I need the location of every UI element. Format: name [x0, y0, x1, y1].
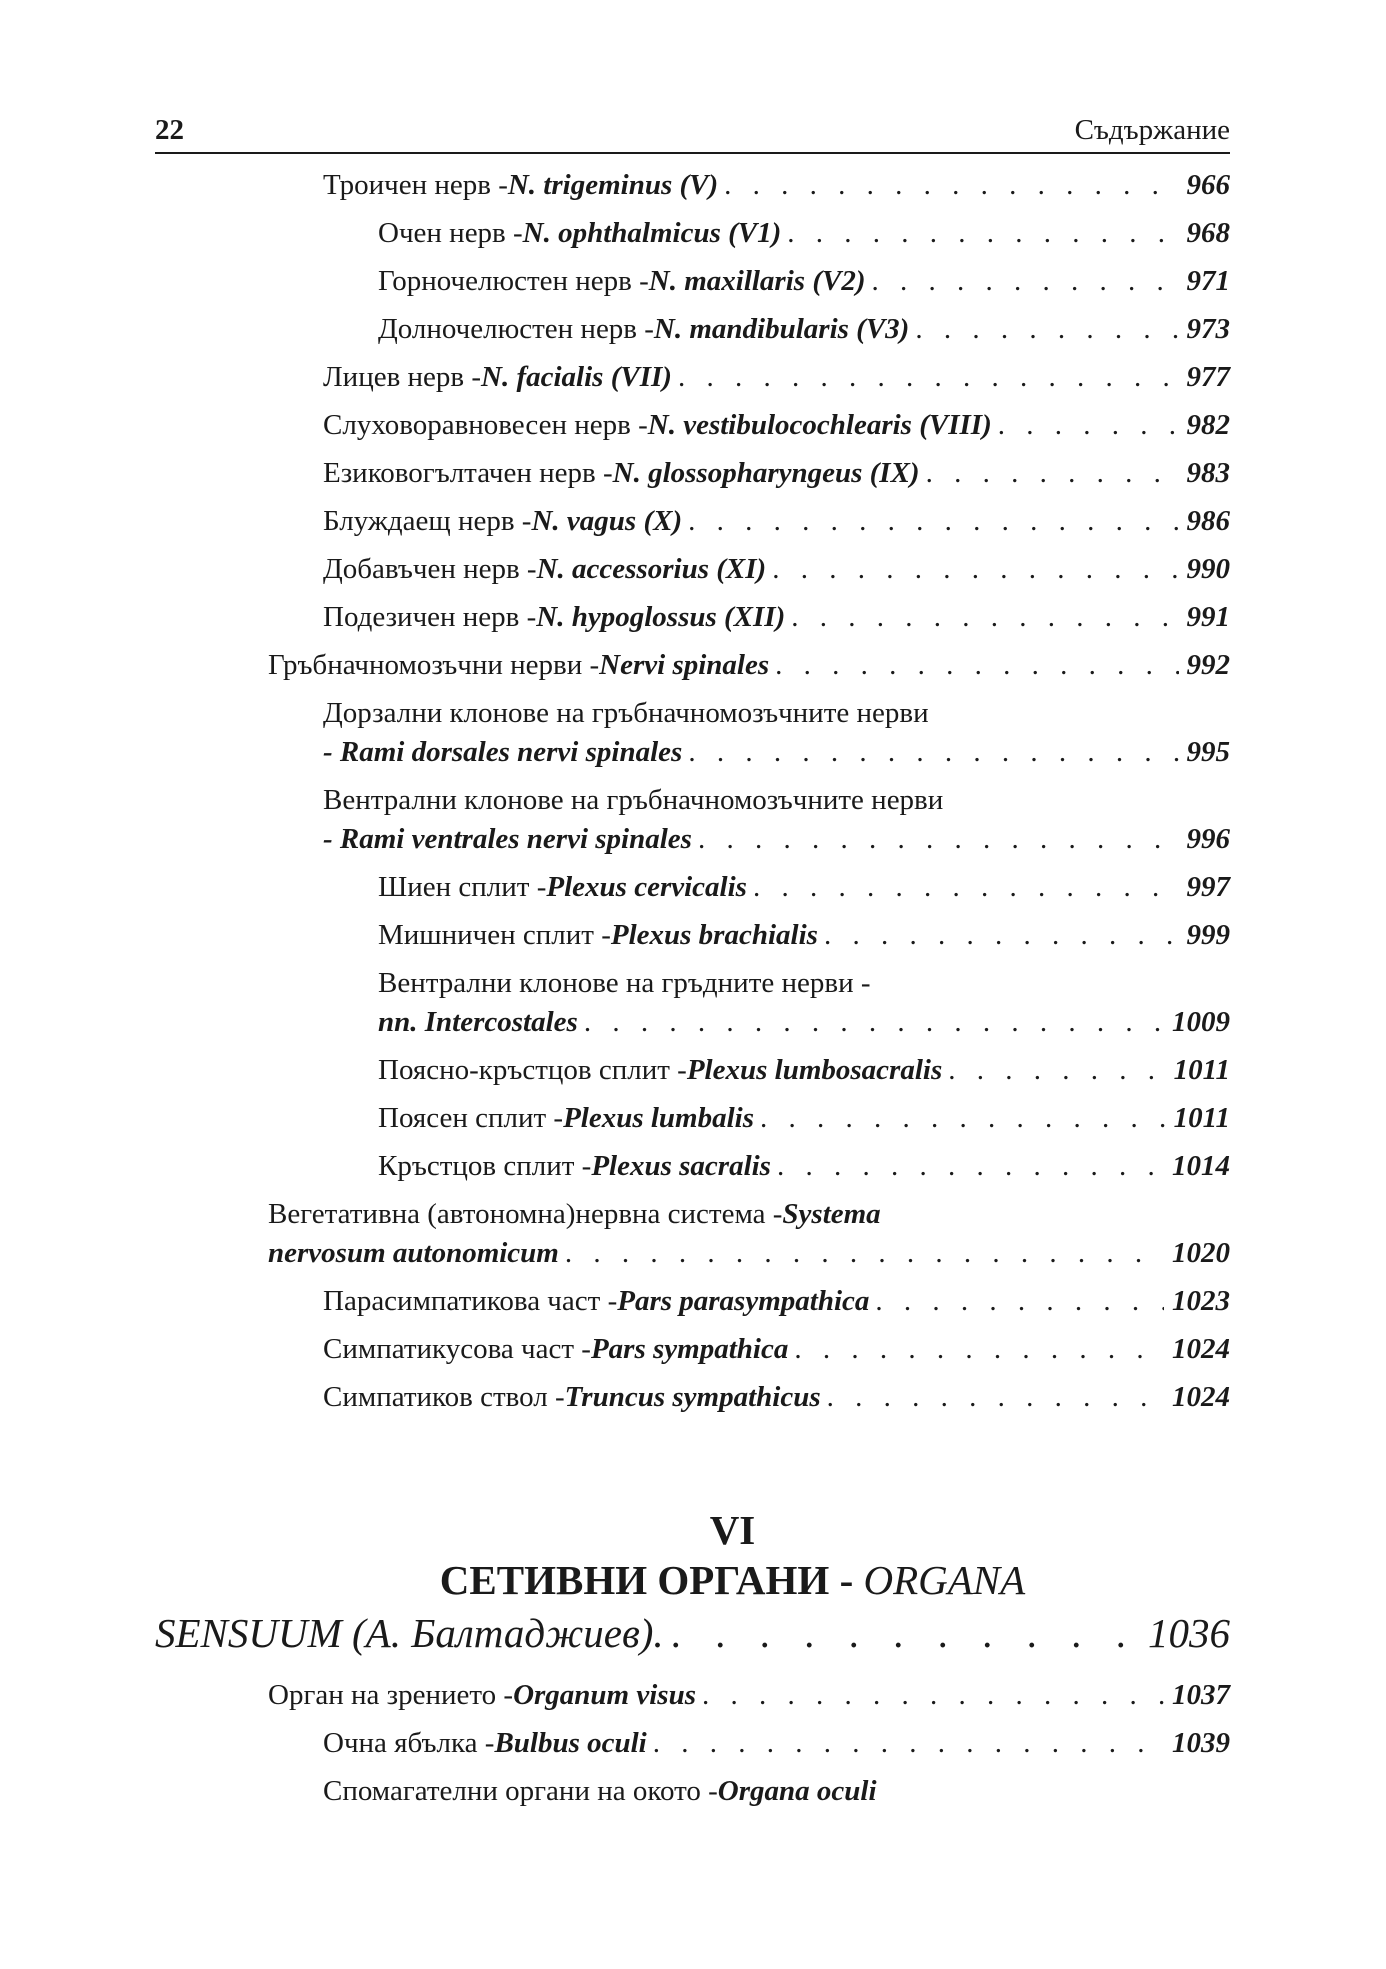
- toc-entry-latin: N. accessorius (XI): [536, 553, 767, 585]
- toc-entry-page: 1023: [1172, 1285, 1230, 1317]
- running-title: Съдържание: [1074, 114, 1230, 146]
- toc-entry-line: [323, 454, 1230, 493]
- toc-entry-line: [323, 1772, 1230, 1811]
- toc-entry[interactable]: [323, 454, 1230, 493]
- toc-entry-latin: Plexus sacralis: [591, 1150, 771, 1182]
- toc-entry[interactable]: [323, 550, 1230, 589]
- toc-entry[interactable]: [378, 868, 1230, 907]
- toc-entry[interactable]: [323, 1282, 1230, 1321]
- toc-entry[interactable]: [268, 1676, 1230, 1715]
- toc-entry-page: 1011: [1173, 1054, 1230, 1086]
- toc-entry-latin: N. vagus (X): [531, 505, 683, 537]
- toc-entry-page: 1011: [1173, 1102, 1230, 1134]
- leader-dots: [688, 502, 1178, 541]
- toc-entry-latin: Bulbus oculi: [494, 1727, 647, 1759]
- toc-entry[interactable]: [378, 1051, 1230, 1090]
- toc-entry-title: Спомагателни органи на окото -: [323, 1775, 718, 1807]
- toc-entry-page: 986: [1186, 505, 1230, 537]
- toc-entry-latin: Plexus lumbosacralis: [686, 1054, 943, 1086]
- toc-entry-page: 999: [1186, 919, 1230, 951]
- leader-dots: [565, 1234, 1164, 1273]
- toc-entry-line: [323, 1282, 1230, 1321]
- toc-entry[interactable]: [323, 166, 1230, 205]
- leader-dots: [702, 1676, 1164, 1715]
- toc-entry-line: [378, 1051, 1230, 1090]
- toc-entry-first-line: [378, 964, 1230, 1003]
- leader-dots: [998, 406, 1179, 445]
- toc-entry[interactable]: [268, 646, 1230, 685]
- toc-entry[interactable]: [323, 502, 1230, 541]
- toc-entry-latin: - Rami ventrales nervi spinales: [323, 823, 692, 855]
- toc-entry-line: [323, 1724, 1230, 1763]
- toc-entry-line: [378, 1003, 1230, 1042]
- toc-entry[interactable]: [378, 916, 1230, 955]
- toc-entry-line: [378, 868, 1230, 907]
- toc-entry-title: Поясен сплит -: [378, 1102, 564, 1134]
- leader-dots: [827, 1378, 1164, 1417]
- toc-entry-latin: N. hypoglossus (XII): [536, 601, 786, 633]
- toc-entry-latin: N. mandibularis (V3): [653, 313, 910, 345]
- page-header: [155, 108, 1230, 154]
- leader-dots: [794, 1330, 1164, 1369]
- toc-entry-title: Дорзални клонове на гръбначномозъчните нерви: [323, 697, 929, 729]
- toc-entry[interactable]: [378, 310, 1230, 349]
- toc-entry[interactable]: [323, 1724, 1230, 1763]
- leader-dots: [787, 214, 1178, 253]
- toc-entry-title: Гръбначномозъчни нерви -: [268, 649, 600, 681]
- toc-entry-line: [268, 1676, 1230, 1715]
- leader-dots: [672, 1605, 1138, 1661]
- toc-entry-page: 968: [1186, 217, 1230, 249]
- toc-entry-title: Долночелюстен нерв -: [378, 313, 654, 345]
- toc-entry-title: Шиен сплит -: [378, 871, 547, 903]
- toc-entry-page: 966: [1186, 169, 1230, 201]
- toc-entry-page: 996: [1186, 823, 1230, 855]
- toc-entry-title: Симпатиков ствол -: [323, 1381, 565, 1413]
- leader-dots: [653, 1724, 1164, 1763]
- toc-entry[interactable]: [323, 358, 1230, 397]
- toc-entry-latin: N. trigeminus (V): [507, 169, 719, 201]
- toc-entry-line: [323, 1330, 1230, 1369]
- toc-entry-title: Парасимпатикова част -: [323, 1285, 618, 1317]
- toc-entry[interactable]: [323, 1772, 1230, 1811]
- table-of-contents: [0, 166, 1386, 1426]
- toc-entry-line: [323, 598, 1230, 637]
- toc-entry-first-line: [323, 781, 1230, 820]
- toc-entry[interactable]: [378, 1147, 1230, 1186]
- toc-entry-page: 1037: [1172, 1679, 1230, 1711]
- toc-entry-latin: Plexus cervicalis: [546, 871, 747, 903]
- toc-entry-title: Лицев нерв -: [323, 361, 482, 393]
- toc-entry-first-line: [323, 694, 1230, 733]
- leader-dots: [772, 550, 1178, 589]
- page-number: 22: [155, 114, 184, 146]
- toc-entry-line: [323, 820, 1230, 859]
- toc-entry-page: 977: [1186, 361, 1230, 393]
- toc-entry-line: [323, 1378, 1230, 1417]
- toc-entry-latin: nn. Intercostales: [378, 1006, 578, 1038]
- toc-entry-title: Очна ябълка -: [323, 1727, 495, 1759]
- toc-entry[interactable]: [268, 1195, 1230, 1273]
- toc-entry-line: [268, 646, 1230, 685]
- toc-entry[interactable]: [378, 1099, 1230, 1138]
- leader-dots: [777, 1147, 1164, 1186]
- toc-entry-line: [323, 406, 1230, 445]
- chapter-number: VI: [709, 1507, 756, 1553]
- leader-dots: [760, 1099, 1166, 1138]
- toc-entry-title: Езиковогълтачен нерв -: [323, 457, 613, 489]
- toc-entry-latin: N. glossopharyngeus (IX): [612, 457, 920, 489]
- toc-entry-latin: Organum visus: [513, 1679, 696, 1711]
- toc-entry[interactable]: [323, 781, 1230, 859]
- toc-entry-line: [378, 310, 1230, 349]
- leader-dots: [824, 916, 1179, 955]
- toc-entry-latin: Nervi spinales: [599, 649, 770, 681]
- toc-entry-title: Вегетативна (автономна)нервна система -: [268, 1198, 783, 1230]
- toc-entry-page: 982: [1186, 409, 1230, 441]
- table-of-contents-continued: [0, 1676, 1386, 1820]
- leader-dots: [724, 166, 1178, 205]
- toc-entry-first-line: [268, 1195, 1230, 1234]
- toc-entry-page: 992: [1186, 649, 1230, 681]
- leader-dots: [948, 1051, 1165, 1090]
- toc-entry-title: Блуждаещ нерв -: [323, 505, 532, 537]
- chapter-heading: [155, 1505, 1230, 1661]
- chapter-title-text: СЕТИВНИ ОРГАНИ -: [439, 1557, 864, 1603]
- toc-entry-page: 1009: [1172, 1006, 1230, 1038]
- toc-entry-title: Очен нерв -: [378, 217, 523, 249]
- toc-entry-page: 995: [1186, 736, 1230, 768]
- toc-entry-page: 983: [1186, 457, 1230, 489]
- leader-dots: [584, 1003, 1164, 1042]
- chapter-title-continued[interactable]: [155, 1605, 1230, 1661]
- toc-entry-line: [323, 166, 1230, 205]
- toc-entry[interactable]: [323, 694, 1230, 772]
- toc-entry-line: [323, 550, 1230, 589]
- toc-entry[interactable]: [378, 214, 1230, 253]
- toc-entry[interactable]: [323, 1330, 1230, 1369]
- toc-entry-line: [378, 262, 1230, 301]
- toc-entry-page: 990: [1186, 553, 1230, 585]
- toc-entry-latin: Pars parasympathica: [617, 1285, 870, 1317]
- toc-entry-title: Горночелюстен нерв -: [378, 265, 649, 297]
- toc-entry-title: Подезичен нерв -: [323, 601, 537, 633]
- toc-entry-page: 997: [1186, 871, 1230, 903]
- toc-entry-latin: Systema: [782, 1198, 881, 1230]
- toc-entry-title: Орган на зрението -: [268, 1679, 514, 1711]
- leader-dots: [875, 1282, 1164, 1321]
- toc-entry[interactable]: [323, 406, 1230, 445]
- toc-entry-latin: Plexus brachialis: [610, 919, 818, 951]
- toc-entry-title: Мишничен сплит -: [378, 919, 611, 951]
- toc-entry-page: 1020: [1172, 1237, 1230, 1269]
- toc-entry-line: [323, 502, 1230, 541]
- toc-entry[interactable]: [323, 1378, 1230, 1417]
- toc-entry[interactable]: [378, 964, 1230, 1042]
- toc-entry-latin: - Rami dorsales nervi spinales: [323, 736, 683, 768]
- leader-dots: [775, 646, 1178, 685]
- leader-dots: [915, 310, 1178, 349]
- leader-dots: [688, 733, 1178, 772]
- toc-entry-line: [323, 733, 1230, 772]
- toc-entry-line: [323, 358, 1230, 397]
- toc-entry-title: Вентрални клонове на гръдните нерви -: [378, 967, 871, 999]
- toc-entry-line: [268, 1234, 1230, 1273]
- toc-entry-latin: Organa oculi: [717, 1775, 877, 1807]
- leader-dots: [753, 868, 1179, 907]
- toc-entry-latin: N. ophthalmicus (V1): [522, 217, 782, 249]
- chapter-title-latin: ORGANA: [863, 1557, 1026, 1603]
- toc-entry-page: 991: [1186, 601, 1230, 633]
- chapter-title: [235, 1555, 1230, 1605]
- toc-entry-title: Троичен нерв -: [323, 169, 508, 201]
- toc-entry-title: Добавъчен нерв -: [323, 553, 537, 585]
- toc-entry-line: [378, 916, 1230, 955]
- toc-entry-title: Вентрални клонове на гръбначномозъчните нерви: [323, 784, 944, 816]
- toc-entry-page: 1014: [1172, 1150, 1230, 1182]
- toc-entry-latin: Pars sympathica: [590, 1333, 789, 1365]
- toc-entry-latin: nervosum autonomicum: [268, 1237, 559, 1269]
- toc-entry-page: 1039: [1172, 1727, 1230, 1759]
- toc-entry-page: 973: [1186, 313, 1230, 345]
- toc-entry-page: 1024: [1172, 1381, 1230, 1413]
- leader-dots: [791, 598, 1178, 637]
- toc-entry-latin: Truncus sympathicus: [564, 1381, 821, 1413]
- toc-entry-latin: Plexus lumbalis: [563, 1102, 755, 1134]
- leader-dots: [926, 454, 1179, 493]
- leader-dots: [698, 820, 1179, 859]
- toc-entry-latin: N. vestibulocochlearis (VIII): [647, 409, 992, 441]
- toc-entry[interactable]: [323, 598, 1230, 637]
- toc-entry-title: Слуховоравновесен нерв -: [323, 409, 648, 441]
- leader-dots: [678, 358, 1179, 397]
- toc-entry-line: [378, 214, 1230, 253]
- leader-dots: [871, 262, 1178, 301]
- toc-entry-line: [378, 1147, 1230, 1186]
- toc-entry-line: [378, 1099, 1230, 1138]
- toc-entry-title: Симпатикусова част -: [323, 1333, 591, 1365]
- toc-entry-title: Поясно-кръстцов сплит -: [378, 1054, 687, 1086]
- chapter-title-line2: SENSUUM (А. Балтаджиев).: [155, 1610, 664, 1656]
- toc-entry[interactable]: [378, 262, 1230, 301]
- toc-entry-page: 971: [1186, 265, 1230, 297]
- toc-entry-title: Кръстцов сплит -: [378, 1150, 592, 1182]
- chapter-page: 1036: [1148, 1610, 1230, 1656]
- toc-entry-page: 1024: [1172, 1333, 1230, 1365]
- toc-entry-latin: N. facialis (VII): [481, 361, 672, 393]
- toc-entry-latin: N. maxillaris (V2): [648, 265, 866, 297]
